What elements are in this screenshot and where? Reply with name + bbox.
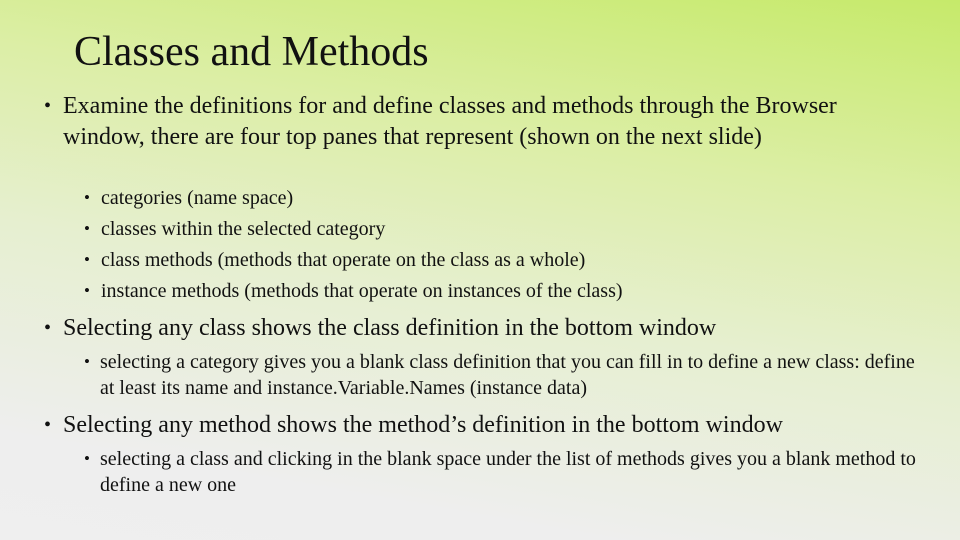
bullet-text: selecting a class and clicking in the blank space under the list of methods gives you a blank method to define a new one [100,448,916,496]
bullet-icon: • [84,219,90,238]
sub-bullet-class-methods [84,247,884,273]
sub-bullet-selecting-class [84,446,930,498]
bullet-icon: • [84,250,90,269]
sub-bullet-classes [84,216,884,242]
bullet-item-selecting-class [44,313,934,344]
bullet-icon: • [44,95,52,117]
slide-title: Classes and Methods [74,29,429,75]
bullet-icon: • [44,317,52,339]
bullet-icon: • [84,352,90,371]
bullet-item-selecting-method [44,410,944,441]
bullet-text: categories (name space) [101,187,294,209]
bullet-icon: • [84,281,90,300]
bullet-text: Selecting any method shows the method’s definition in the bottom window [63,412,783,438]
bullet-text: instance methods (methods that operate on instances of the class) [101,280,623,302]
bullet-text: Examine the definitions for and define classes and methods through the Browser window, there are four top panes that represent (shown on the next slide) [63,93,837,150]
bullet-icon: • [84,188,90,207]
sub-bullet-selecting-category [84,349,920,401]
sub-bullet-instance-methods [84,278,884,304]
bullet-item-browser [44,91,924,153]
bullet-text: class methods (methods that operate on the class as a whole) [101,249,586,271]
bullet-text: Selecting any class shows the class definition in the bottom window [63,315,717,341]
bullet-text: classes within the selected category [101,218,386,240]
sub-bullet-categories [84,185,884,211]
bullet-icon: • [44,414,52,436]
bullet-icon: • [84,449,90,468]
bullet-text: selecting a category gives you a blank class definition that you can fill in to define a new class: define at least its name and instance.Variable.Names (instance data) [100,351,915,399]
